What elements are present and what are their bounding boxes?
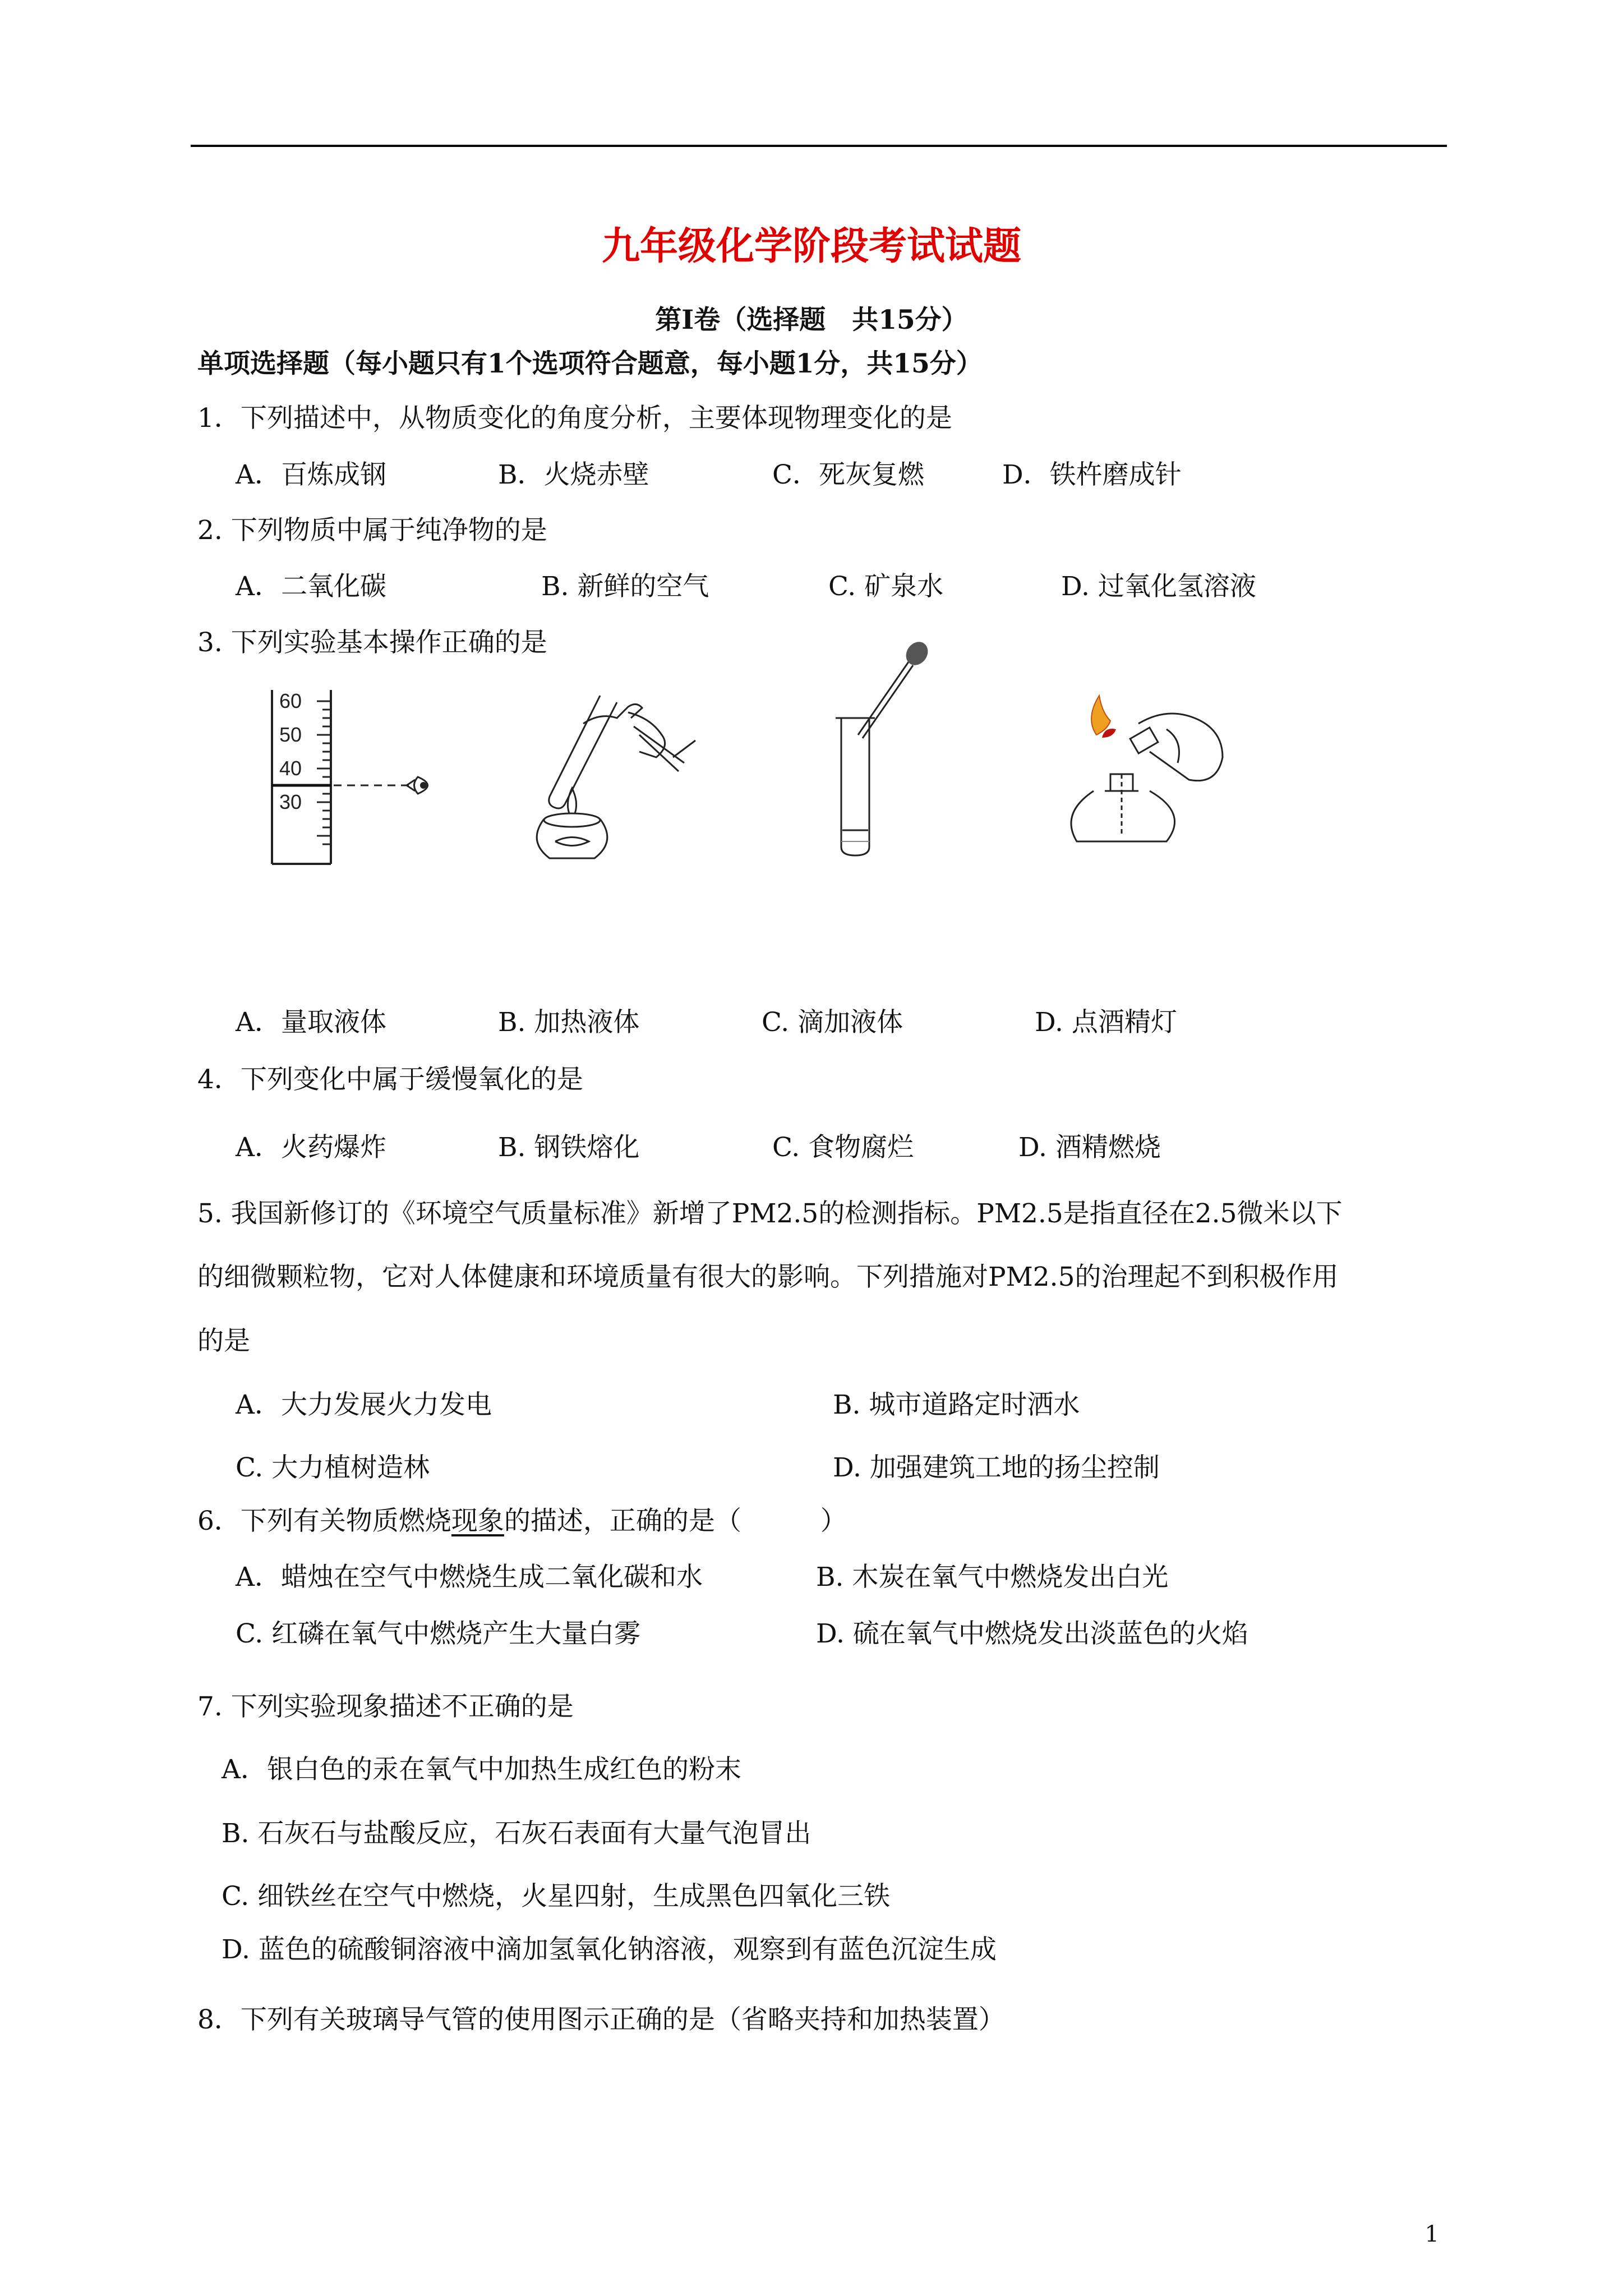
q7-option-c: C. 细铁丝在空气中燃烧，火星四射，生成黑色四氧化三铁	[222, 1881, 891, 1912]
header-rule	[191, 145, 1447, 147]
question-6-stem-post: 的描述，正确的是（ ）	[504, 1506, 847, 1536]
q2-option-a: A．二氧化碳	[236, 571, 386, 602]
question-5-stem-line-1: 5. 我国新修订的《环境空气质量标准》新增了PM2.5的检测指标。PM2.5是指直径在2.5微米以下	[197, 1198, 1343, 1229]
question-2-stem: 2. 下列物质中属于纯净物的是	[197, 515, 547, 546]
part-heading: 第Ⅰ卷（选择题 共15分）	[655, 305, 968, 335]
q4-option-d: D. 酒精燃烧	[1018, 1132, 1161, 1163]
q6-option-d: D. 硫在氧气中燃烧发出淡蓝色的火焰	[816, 1618, 1248, 1649]
graduated-cylinder-figure	[264, 684, 449, 875]
q4-option-b: B. 钢铁熔化	[498, 1132, 640, 1163]
question-1-stem: 1．下列描述中，从物质变化的角度分析，主要体现物理变化的是	[197, 403, 952, 434]
question-3-stem: 3. 下列实验基本操作正确的是	[197, 627, 547, 658]
q7-option-b: B. 石灰石与盐酸反应，石灰石表面有大量气泡冒出	[222, 1818, 811, 1849]
q4-option-c: C. 食物腐烂	[772, 1132, 914, 1163]
q6-option-b: B. 木炭在氧气中燃烧发出白光	[816, 1562, 1169, 1593]
q2-option-c: C. 矿泉水	[828, 571, 944, 602]
page-title: 九年级化学阶段考试试题	[601, 224, 1021, 269]
q6-option-c: C. 红磷在氧气中燃烧产生大量白雾	[236, 1618, 641, 1649]
q5-option-a: A．大力发展火力发电	[236, 1389, 492, 1420]
section-heading: 单项选择题（每小题只有1个选项符合题意，每小题1分，共15分）	[197, 348, 983, 379]
q3-option-c: C. 滴加液体	[762, 1007, 903, 1038]
dropper-figure	[824, 639, 948, 858]
question-7-stem: 7. 下列实验现象描述不正确的是	[197, 1691, 574, 1722]
q1-option-d: D．铁杵磨成针	[1002, 459, 1182, 490]
q6-option-a: A．蜡烛在空气中燃烧生成二氧化碳和水	[236, 1562, 703, 1593]
q5-option-b: B. 城市道路定时洒水	[833, 1389, 1080, 1420]
q3-option-d: D. 点酒精灯	[1035, 1007, 1177, 1038]
tick-label-60: 60	[279, 689, 302, 712]
question-6-stem-underlined: 现象	[451, 1506, 504, 1536]
tick-label-30: 30	[279, 790, 302, 813]
q3-option-a: A．量取液体	[236, 1007, 386, 1038]
q5-option-c: C. 大力植树造林	[236, 1452, 430, 1483]
alcohol-lamp-figure	[1054, 673, 1256, 858]
q2-option-b: B. 新鲜的空气	[541, 571, 709, 602]
q1-option-a: A．百炼成钢	[236, 459, 386, 490]
q1-option-b: B．火烧赤壁	[498, 459, 649, 490]
q2-option-d: D. 过氧化氢溶液	[1061, 571, 1256, 602]
question-8-stem: 8．下列有关玻璃导气管的使用图示正确的是（省略夹持和加热装置）	[197, 2004, 1005, 2035]
question-5-stem-line-2: 的细微颗粒物，它对人体健康和环境质量有很大的影响。下列措施对PM2.5的治理起不到积极作用	[197, 1262, 1339, 1292]
q7-option-a: A．银白色的汞在氧气中加热生成红色的粉末	[222, 1754, 741, 1785]
question-6-stem-pre: 6．下列有关物质燃烧	[197, 1506, 451, 1536]
heating-test-tube-figure	[516, 673, 707, 875]
question-4-stem: 4．下列变化中属于缓慢氧化的是	[197, 1064, 583, 1095]
question-5-stem-line-3: 的是	[197, 1326, 250, 1356]
tick-label-50: 50	[279, 723, 302, 746]
q7-option-d: D. 蓝色的硫酸铜溶液中滴加氢氧化钠溶液，观察到有蓝色沉淀生成	[222, 1934, 997, 1965]
page-number: 1	[1424, 2221, 1439, 2247]
q4-option-a: A．火药爆炸	[236, 1132, 386, 1163]
question-6-stem	[197, 1508, 847, 1534]
q3-option-b: B. 加热液体	[498, 1007, 640, 1038]
q5-option-d: D. 加强建筑工地的扬尘控制	[833, 1452, 1160, 1483]
tick-label-40: 40	[279, 757, 302, 780]
q1-option-c: C．死灰复燃	[772, 459, 924, 490]
